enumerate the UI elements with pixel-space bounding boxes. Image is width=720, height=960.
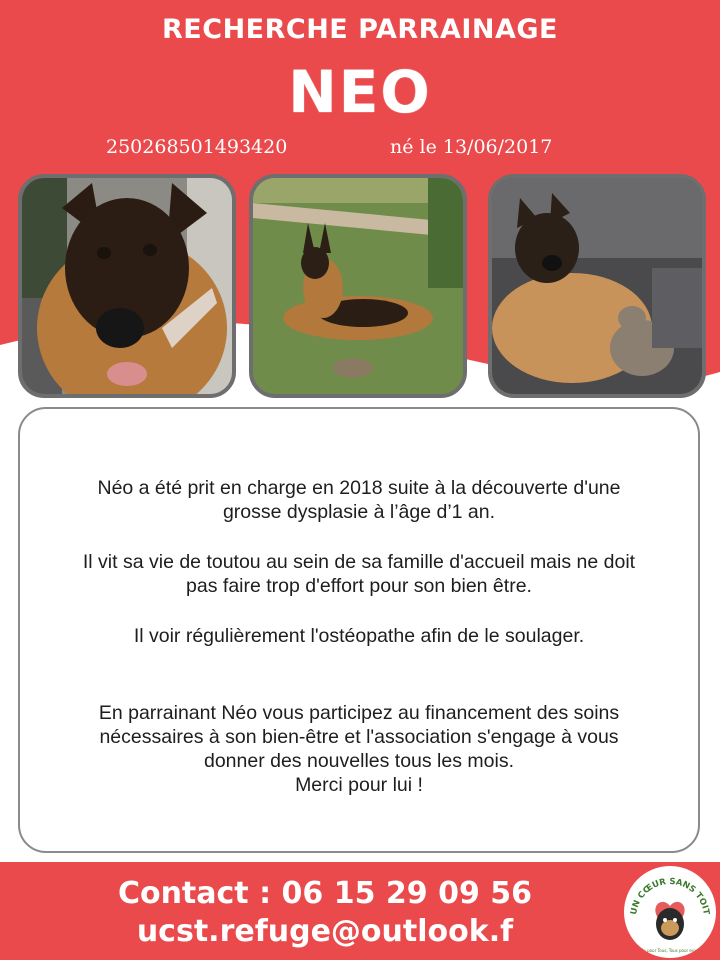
dog-photo-with-cat xyxy=(488,174,706,398)
svg-text:Un pour Tous, Tous pour eux !: Un pour Tous, Tous pour eux ! xyxy=(640,948,700,953)
description-line: pas faire trop d'effort pour son bien être. xyxy=(186,575,532,597)
description-line: nécessaires à son bien-être et l'association s'engage à vous xyxy=(99,726,619,748)
description-line: Il vit sa vie de toutou au sein de sa famille d'accueil mais ne doit xyxy=(82,551,636,573)
dog-photo-closeup xyxy=(18,174,236,398)
dog-photo-grass xyxy=(249,174,467,398)
poster-heading: RECHERCHE PARRAINAGE xyxy=(162,14,558,45)
description-paragraph xyxy=(18,701,700,797)
contact-email: ucst.refuge@outlook.f xyxy=(136,914,514,949)
description-line: En parrainant Néo vous participez au financement des soins xyxy=(98,702,620,724)
birth-date: né le 13/06/2017 xyxy=(390,136,553,158)
chip-number: 250268501493420 xyxy=(106,136,288,158)
description-line: donner des nouvelles tous les mois. xyxy=(203,750,514,772)
description-line: Néo a été prit en charge en 2018 suite à la découverte d'une xyxy=(97,477,621,499)
description-line: Merci pour lui ! xyxy=(295,774,423,796)
association-logo xyxy=(624,866,716,958)
description-paragraph xyxy=(18,550,700,598)
description-line: Il voir régulièrement l'ostéopathe afin de le soulager. xyxy=(133,625,585,647)
contact-phone: Contact : 06 15 29 09 56 xyxy=(117,876,533,911)
description-paragraph xyxy=(18,476,700,524)
svg-text:UN CŒUR SANS TOIT: UN CŒUR SANS TOIT xyxy=(629,876,711,916)
dog-name: NEO xyxy=(288,58,432,126)
description-paragraph xyxy=(18,624,700,648)
description-line: grosse dysplasie à l’âge d’1 an. xyxy=(222,501,496,523)
